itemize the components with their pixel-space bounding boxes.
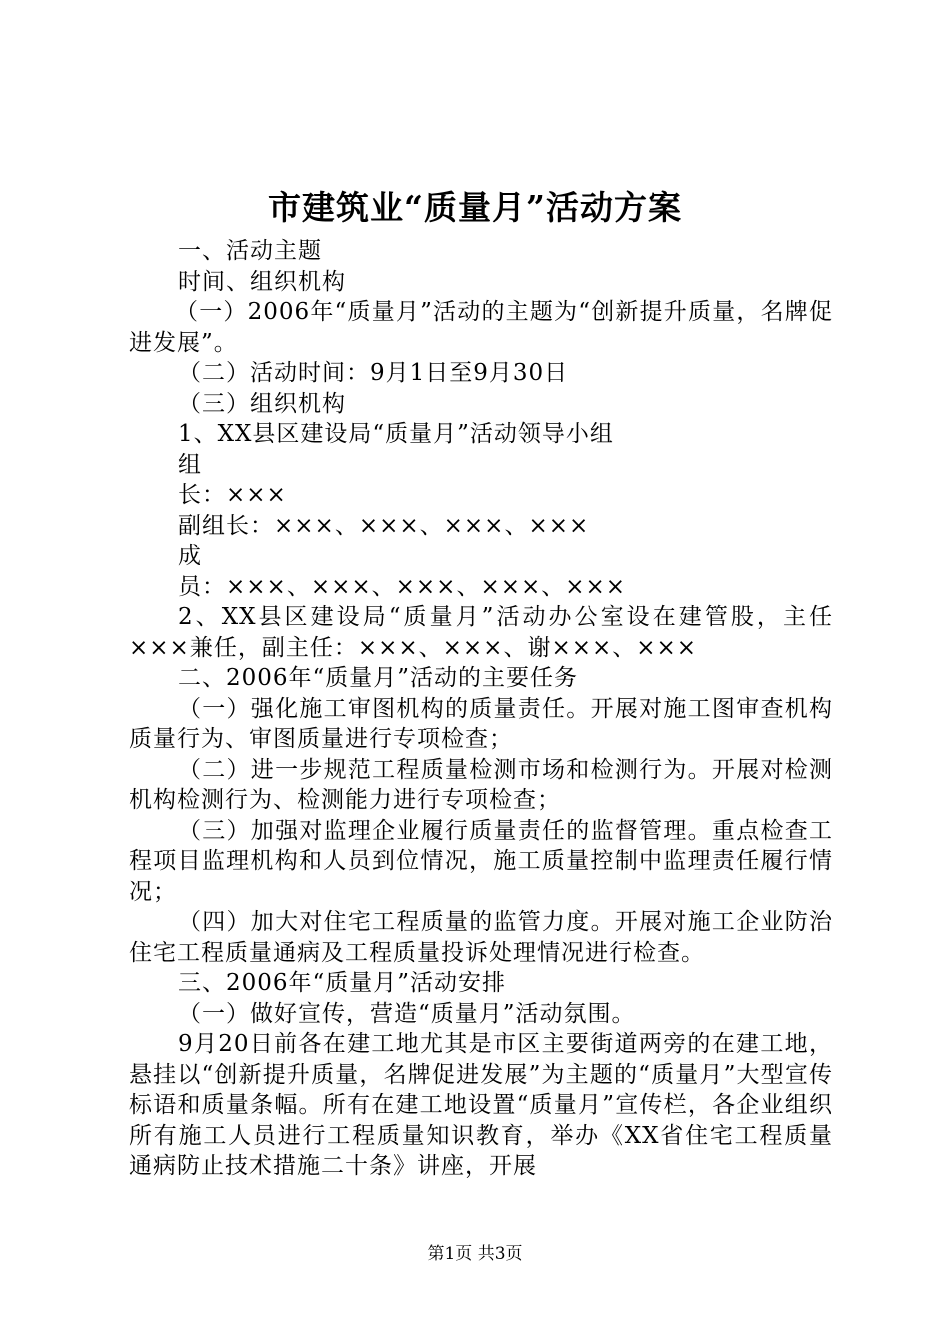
paragraph: （三）组织机构 (178, 390, 346, 417)
paragraph: （一）做好宣传，营造“质量月”活动氛围。 (178, 1000, 636, 1027)
page-footer: 第1页 共3页 (427, 1244, 523, 1264)
paragraph: 2、XX县区建设局“质量月”活动办公室设在建管股，主任×××兼任，副主任：×××、×××、谢×××、××× (129, 604, 833, 661)
paragraph: （三）加强对监理企业履行质量责任的监督管理。重点检查工程项目监理机构和人员到位情况，施工质量控制中监理责任履行情况； (129, 817, 833, 905)
paragraph: 副组长：×××、×××、×××、××× (178, 512, 590, 539)
paragraph: 9月20日前各在建工地尤其是市区主要街道两旁的在建工地，悬挂以“创新提升质量，名牌促进发展”为主题的“质量月”大型宣传标语和质量条幅。所有在建工地设置“质量月”宣传栏，各企业组织所有施工人员进行工程质量知识教育，举办《XX省住宅工程质量通病防止技术措施二十条》讲座，开展 (129, 1031, 833, 1179)
paragraph: （二）进一步规范工程质量检测市场和检测行为。开展对检测机构检测行为、检测能力进行专项检查； (129, 756, 833, 813)
paragraph: 员：×××、×××、×××、×××、××× (178, 573, 627, 600)
section-heading: 三、2006年“质量月”活动安排 (178, 970, 507, 996)
paragraph: （一）强化施工审图机构的质量责任。开展对施工图审查机构质量行为、审图质量进行专项检查； (129, 695, 833, 752)
section-heading: 一、活动主题 (178, 238, 322, 264)
document-title: 市建筑业“质量月”活动方案 (268, 188, 682, 227)
paragraph: 组 (178, 451, 202, 478)
paragraph: （一）2006年“质量月”活动的主题为“创新提升质量，名牌促进发展”。 (129, 299, 833, 356)
paragraph: 1、XX县区建设局“质量月”活动领导小组 (178, 421, 614, 447)
paragraph: （二）活动时间：9月1日至9月30日 (178, 360, 569, 386)
section-heading: 二、2006年“质量月”活动的主要任务 (178, 665, 579, 691)
paragraph: 长：××× (178, 482, 287, 508)
paragraph: 成 (178, 543, 202, 569)
document-body (129, 236, 833, 1182)
paragraph: 时间、组织机构 (178, 268, 346, 295)
paragraph: （四）加大对住宅工程质量的监管力度。开展对施工企业防治住宅工程质量通病及工程质量投诉处理情况进行检查。 (129, 909, 833, 966)
